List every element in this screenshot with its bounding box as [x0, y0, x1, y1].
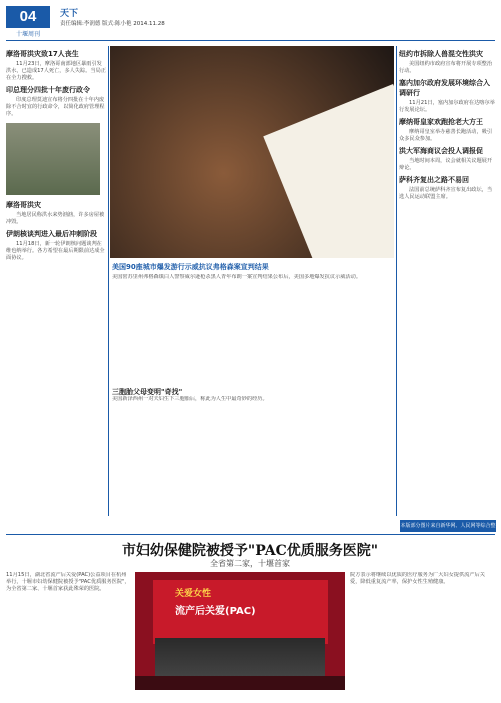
- main-article-left: 11月15日，湖北省流产后关爱(PAC)公益项目在杭州举行，十堰市妇幼保健院被授予"PAC优质服务医院"，为全省第二家、十堰首家获此殊荣的医院。: [6, 572, 130, 592]
- main-subheadline: 全省第二家，十堰首家: [210, 559, 290, 568]
- article-headline: 摩洛哥洪灾致17人丧生: [6, 50, 79, 58]
- stage-line1: 关爱女性: [175, 589, 212, 599]
- news-photo: [6, 123, 100, 195]
- section-name: 十堰周刊: [15, 31, 40, 38]
- article-headline: 洪大军海商议会投人调报促: [399, 147, 483, 155]
- page-title: 天下: [60, 9, 79, 19]
- mid-article: 美国新泽西州一对夫妇生下三胞胎后，称此为人生中最奇妙的经历。: [112, 396, 268, 402]
- mid-headline: 三胞胎父母变明"奇找": [112, 388, 183, 396]
- right-column: [399, 46, 495, 516]
- photo-caption: 美国90座城市爆发游行示威抗议弗格森案宣判结果: [112, 263, 269, 271]
- article-body: 美国纽约市政府宣布将开展专项整治行动。: [399, 61, 493, 74]
- article-headline: 伊朗核谈判进入最后冲刺阶段: [6, 230, 97, 238]
- stage-line2: 流产后关爱(PAC): [175, 606, 256, 617]
- article-headline: 摩洛哥洪灾: [6, 201, 41, 209]
- article-body: 当地居民称洪水来势汹汹，许多房屋被冲毁。: [6, 212, 105, 225]
- article-body: 印度总理莫迪宣布将分四批在十年内废除不合时宜的行政命令，以简化政府管理程序。: [6, 97, 105, 117]
- article-body: 摩纳哥皇室举办慈善长跑活动，吸引众多民众参加。: [399, 129, 493, 142]
- article-headline: 摩纳哥皇家欢跑抢老大方王: [399, 118, 483, 126]
- award-recipients: [155, 638, 325, 678]
- article-headline: 萨科齐复出之路不易回: [399, 176, 469, 184]
- article-headline: 印总理分四批十年废行政令: [6, 86, 90, 94]
- article-body: 法国前总统萨科齐宣布复出政坛，当选人民运动联盟主席。: [399, 187, 493, 200]
- stage-floor: [135, 676, 345, 690]
- article-body: 11月23日，摩洛哥南部地区暴雨引发洪水，已造成17人死亡，多人失踪。当局正在全力搜救。: [6, 61, 106, 81]
- article-headline: 纽约市拆除人兽混交性洪灾: [399, 50, 483, 58]
- ceremony-photo: [135, 572, 345, 690]
- column-divider: [396, 46, 397, 516]
- source-banner: 本版部分图片来自新华网、人民网等综合整理: [400, 520, 496, 532]
- editor-info: 责任编辑:李润德 版式:陈小艳 2014.11.28: [60, 21, 165, 27]
- article-headline: 塞内加尔政府发展环境综合入调研行: [399, 79, 490, 97]
- main-article-right: 院方表示将继续以优质的医疗服务为广大妇女提供流产后关爱，降低重复流产率，保护女性生殖健康。: [350, 572, 485, 585]
- left-column: [6, 46, 106, 516]
- page-number: 04: [6, 6, 50, 28]
- article-body: 11月18日，新一轮伊朗核问题谈判在维也纳举行。各方希望在最后期限前达成全面协议。: [6, 241, 105, 261]
- column-divider: [108, 46, 109, 516]
- main-headline: 市妇幼保健院被授予"PAC优质服务医院": [121, 543, 379, 559]
- center-article: 美国密苏里州弗格森镇白人警察威尔逊枪杀黑人青年布朗一案宣判结果公布后，美国多地爆发抗议示威活动。: [112, 274, 362, 280]
- protest-photo: [110, 46, 394, 258]
- article-body: 11月21日，塞内加尔政府在达喀尔举行发展论坛。: [399, 100, 495, 113]
- section-rule: [6, 534, 495, 535]
- header-rule: [6, 40, 495, 41]
- article-body: 当地时间本周，议会就相关议题展开辩论。: [399, 158, 493, 171]
